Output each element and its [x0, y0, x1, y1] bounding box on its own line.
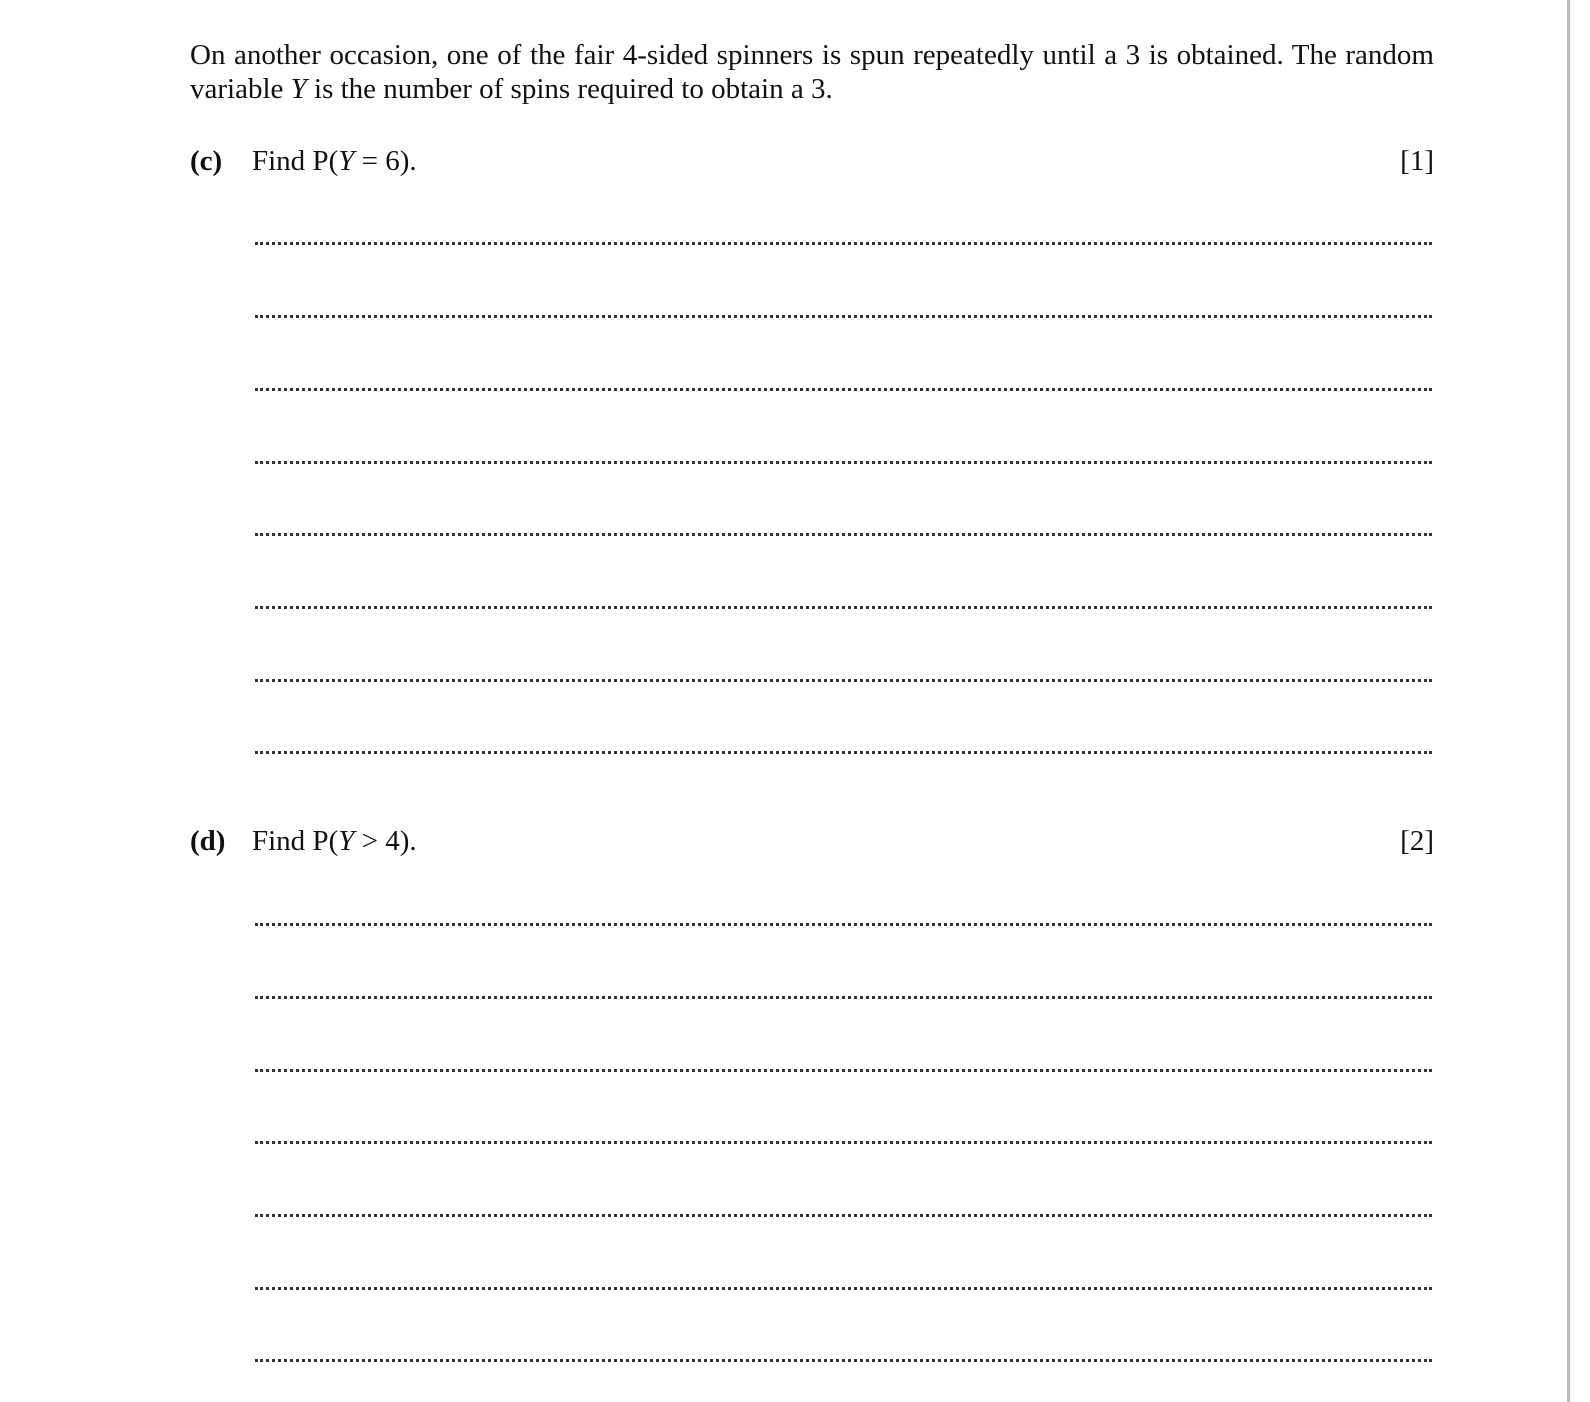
answer-line[interactable] — [255, 923, 1432, 926]
answer-line[interactable] — [255, 388, 1432, 391]
page-edge — [1567, 0, 1570, 1402]
part-c-label: (c) — [190, 145, 223, 177]
intro-variable: Y — [290, 73, 307, 105]
part-d-text-pre: Find P( — [252, 825, 339, 857]
part-c-heading — [190, 141, 1434, 181]
answer-line[interactable] — [255, 606, 1432, 609]
part-d-heading — [190, 821, 1434, 861]
part-d-text-post: > 4). — [354, 825, 417, 857]
answer-line[interactable] — [255, 461, 1432, 464]
question-intro — [190, 38, 1434, 106]
part-c-variable: Y — [338, 145, 355, 177]
answer-line[interactable] — [255, 1214, 1432, 1217]
part-d-question — [252, 821, 417, 861]
part-c-text-pre: Find P( — [252, 145, 339, 177]
answer-line[interactable] — [255, 679, 1432, 682]
part-c-question — [252, 141, 417, 181]
answer-line[interactable] — [255, 751, 1432, 754]
part-d-label: (d) — [190, 825, 226, 857]
part-c-text-post: = 6). — [354, 145, 417, 177]
answer-line[interactable] — [255, 533, 1432, 536]
part-c-marks: [1] — [1400, 145, 1434, 177]
answer-line[interactable] — [255, 996, 1432, 999]
part-d-variable: Y — [338, 825, 355, 857]
answer-line[interactable] — [255, 315, 1432, 318]
answer-line[interactable] — [255, 1287, 1432, 1290]
answer-line[interactable] — [255, 1141, 1432, 1144]
answer-line[interactable] — [255, 242, 1432, 245]
part-d-marks: [2] — [1400, 825, 1434, 857]
answer-line[interactable] — [255, 1359, 1432, 1362]
intro-text-1: On another occasion, one of the fair 4-sided spinners is spun repeatedly until a 3 is obtained. The random variable — [190, 39, 1434, 105]
answer-line[interactable] — [255, 1069, 1432, 1072]
intro-text-2: is the number of spins required to obtain a 3. — [306, 73, 833, 105]
